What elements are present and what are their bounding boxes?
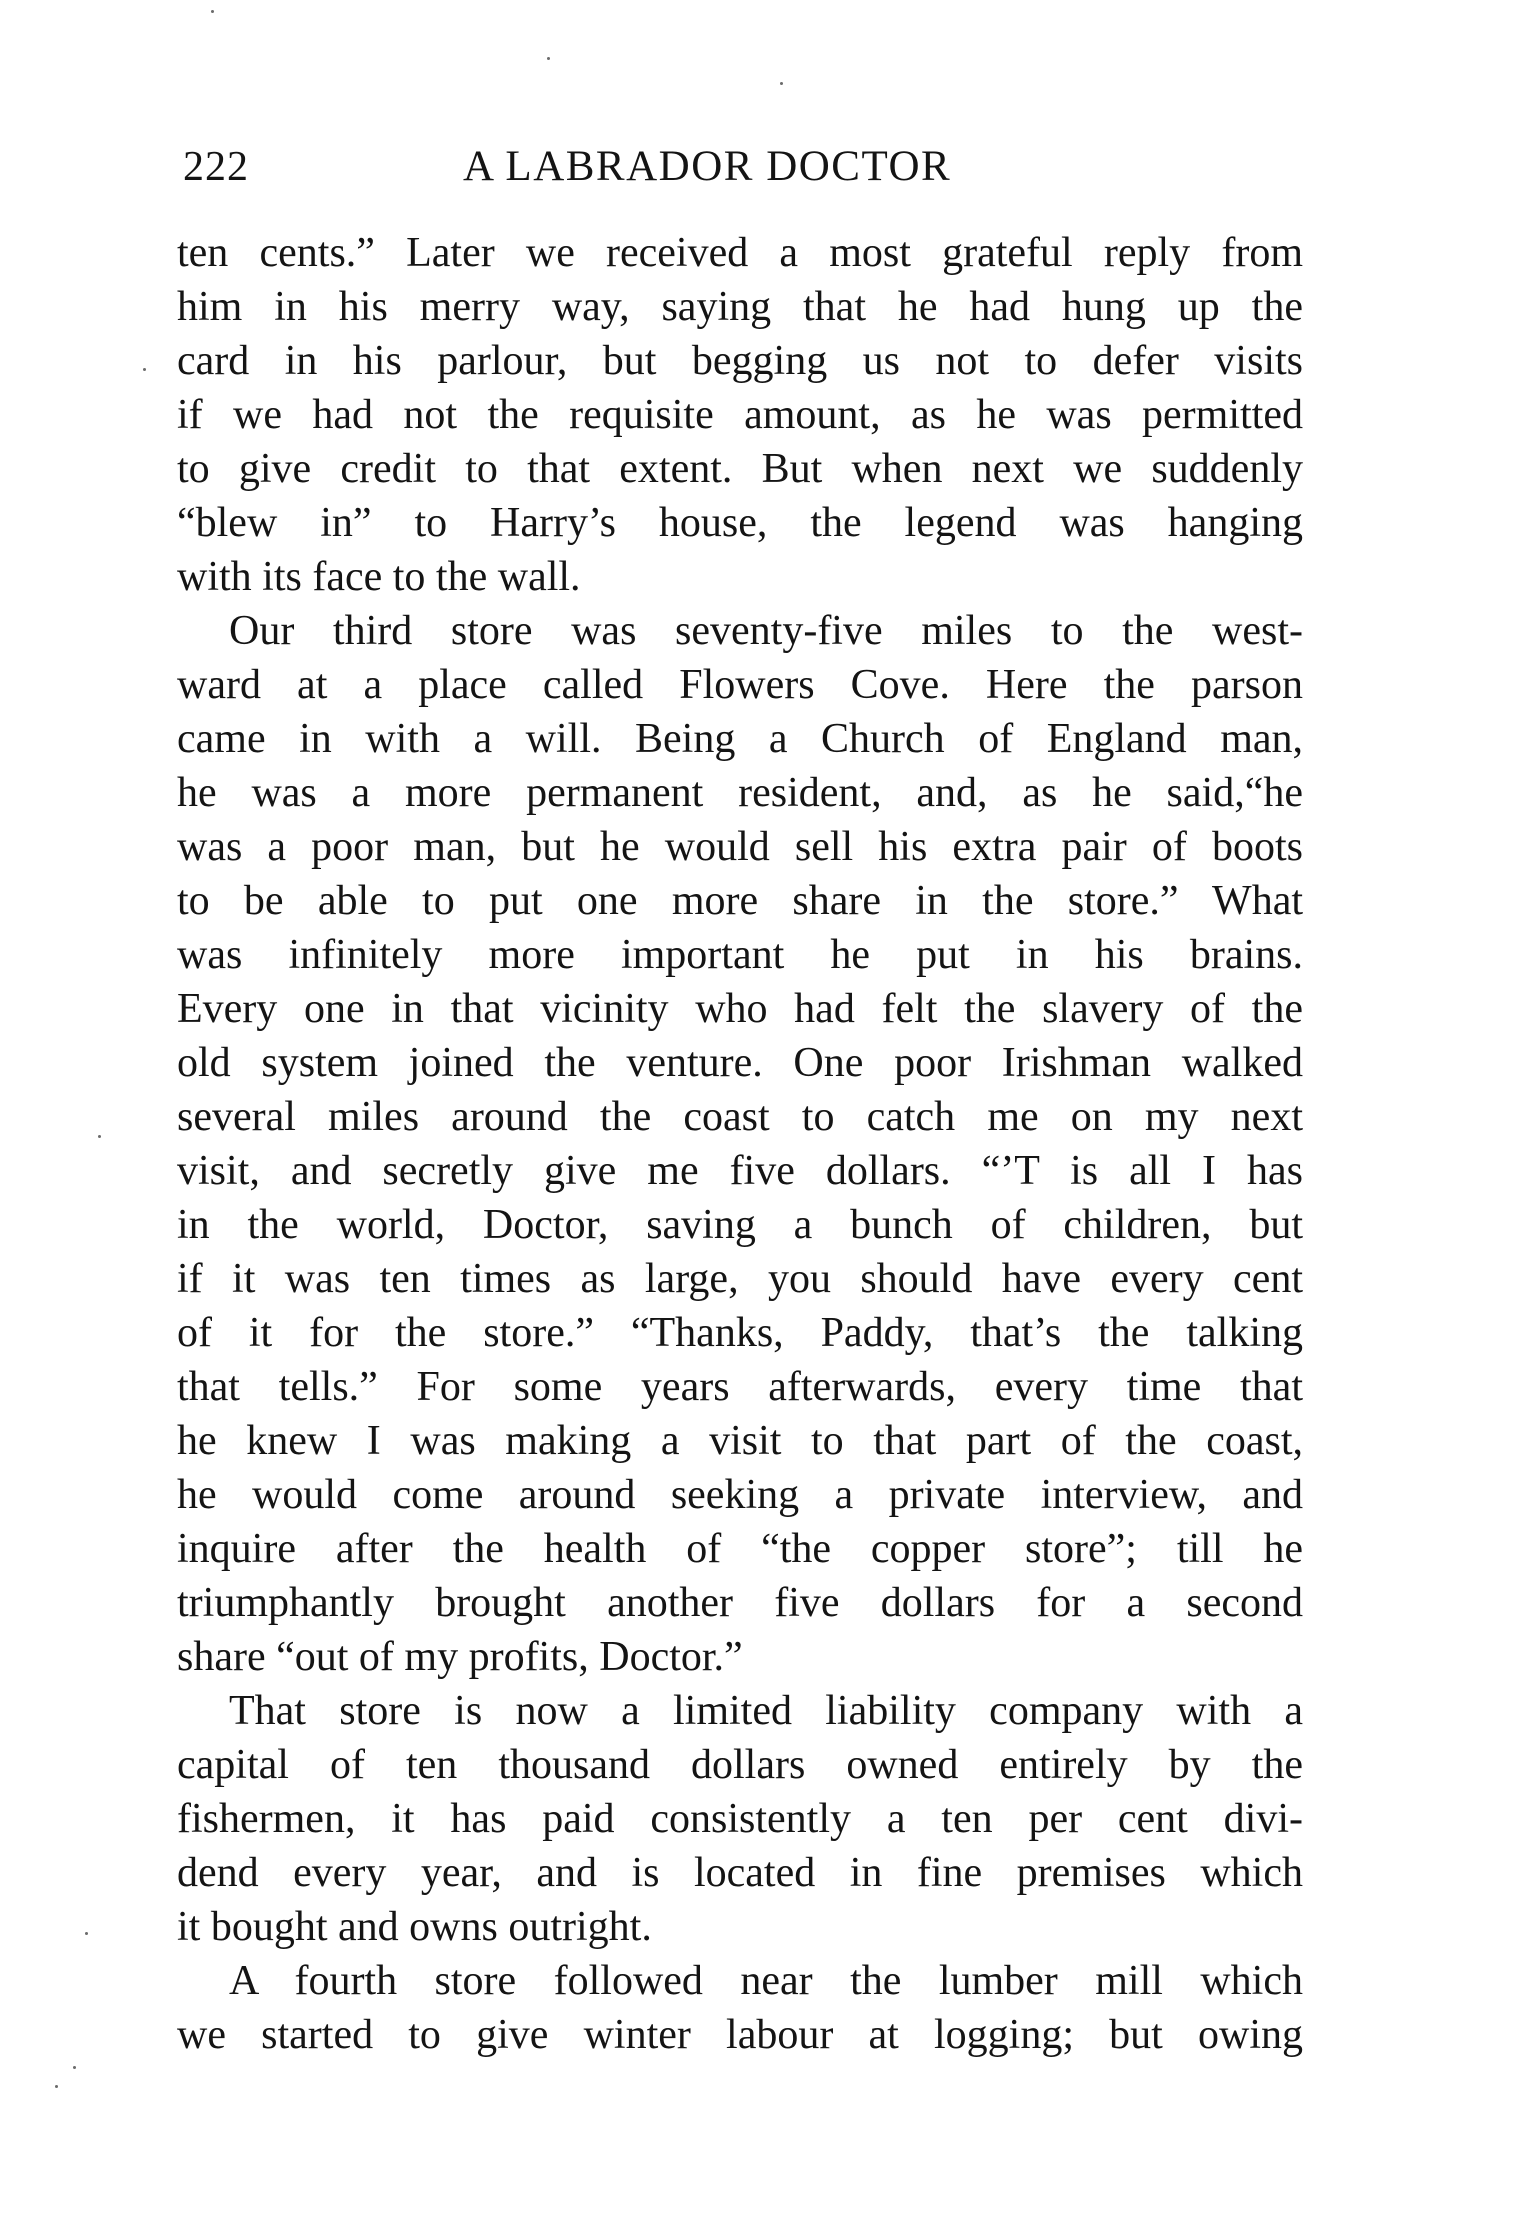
text-line: it bought and owns outright. <box>177 1904 652 1950</box>
text-line: Our third store was seventy-five miles to the west- <box>229 608 1303 654</box>
text-line: card in his parlour, but begging us not to defer visits <box>177 338 1303 384</box>
text-line: he was a more permanent resident, and, as he said,“he <box>177 770 1303 816</box>
text-line: that tells.” For some years afterwards, every time that <box>177 1364 1303 1410</box>
text-line: dend every year, and is located in fine premises which <box>177 1850 1303 1896</box>
text-line: triumphantly brought another five dollars for a second <box>177 1580 1303 1626</box>
text-line: if it was ten times as large, you should have every cent <box>177 1256 1303 1302</box>
paragraph-4 <box>177 1954 1303 2062</box>
text-line: to give credit to that extent. But when next we suddenly <box>177 446 1303 492</box>
page-number: 222 <box>183 144 249 190</box>
text-line: came in with a will. Being a Church of England man, <box>177 716 1303 762</box>
scan-speck <box>98 1135 101 1138</box>
text-line: several miles around the coast to catch me on my next <box>177 1094 1303 1140</box>
text-line: if we had not the requisite amount, as he was permitted <box>177 392 1303 438</box>
paragraph-2 <box>177 604 1303 1684</box>
text-line: him in his merry way, saying that he had hung up the <box>177 284 1303 330</box>
scan-speck <box>85 1932 88 1935</box>
text-line: share “out of my profits, Doctor.” <box>177 1634 743 1680</box>
text-line: of it for the store.” “Thanks, Paddy, that’s the talking <box>177 1310 1303 1356</box>
text-line: old system joined the venture. One poor Irishman walked <box>177 1040 1303 1086</box>
text-line: Every one in that vicinity who had felt the slavery of the <box>177 986 1303 1032</box>
text-line: inquire after the health of “the copper store”; till he <box>177 1526 1303 1572</box>
text-line: capital of ten thousand dollars owned entirely by the <box>177 1742 1303 1788</box>
text-line: ward at a place called Flowers Cove. Here the parson <box>177 662 1303 708</box>
scan-speck <box>55 2085 58 2088</box>
paragraph-1 <box>177 226 1303 604</box>
text-line: visit, and secretly give me five dollars. “’T is all I has <box>177 1148 1303 1194</box>
text-line: ten cents.” Later we received a most grateful reply from <box>177 230 1303 276</box>
text-line: “blew in” to Harry’s house, the legend was hanging <box>177 500 1303 546</box>
running-head: A LABRADOR DOCTOR <box>463 143 952 190</box>
text-line: was a poor man, but he would sell his extra pair of boots <box>177 824 1303 870</box>
text-line: he would come around seeking a private interview, and <box>177 1472 1303 1518</box>
text-line: he knew I was making a visit to that part of the coast, <box>177 1418 1303 1464</box>
text-line: fishermen, it has paid consistently a ten per cent divi- <box>177 1796 1303 1842</box>
text-line: we started to give winter labour at logging; but owing <box>177 2012 1303 2058</box>
scan-speck <box>211 10 214 13</box>
scan-speck <box>73 2066 76 2069</box>
paragraph-3 <box>177 1684 1303 1954</box>
text-line: That store is now a limited liability company with a <box>229 1688 1303 1734</box>
page-header <box>183 137 1303 197</box>
scan-speck <box>547 57 550 60</box>
text-line: to be able to put one more share in the store.” What <box>177 878 1303 924</box>
scan-speck <box>780 82 783 85</box>
text-line: A fourth store followed near the lumber mill which <box>229 1958 1303 2004</box>
text-line: in the world, Doctor, saving a bunch of children, but <box>177 1202 1303 1248</box>
body-text <box>177 226 1303 2062</box>
scan-speck <box>143 368 146 371</box>
text-line: with its face to the wall. <box>177 554 581 600</box>
text-line: was infinitely more important he put in his brains. <box>177 932 1303 978</box>
